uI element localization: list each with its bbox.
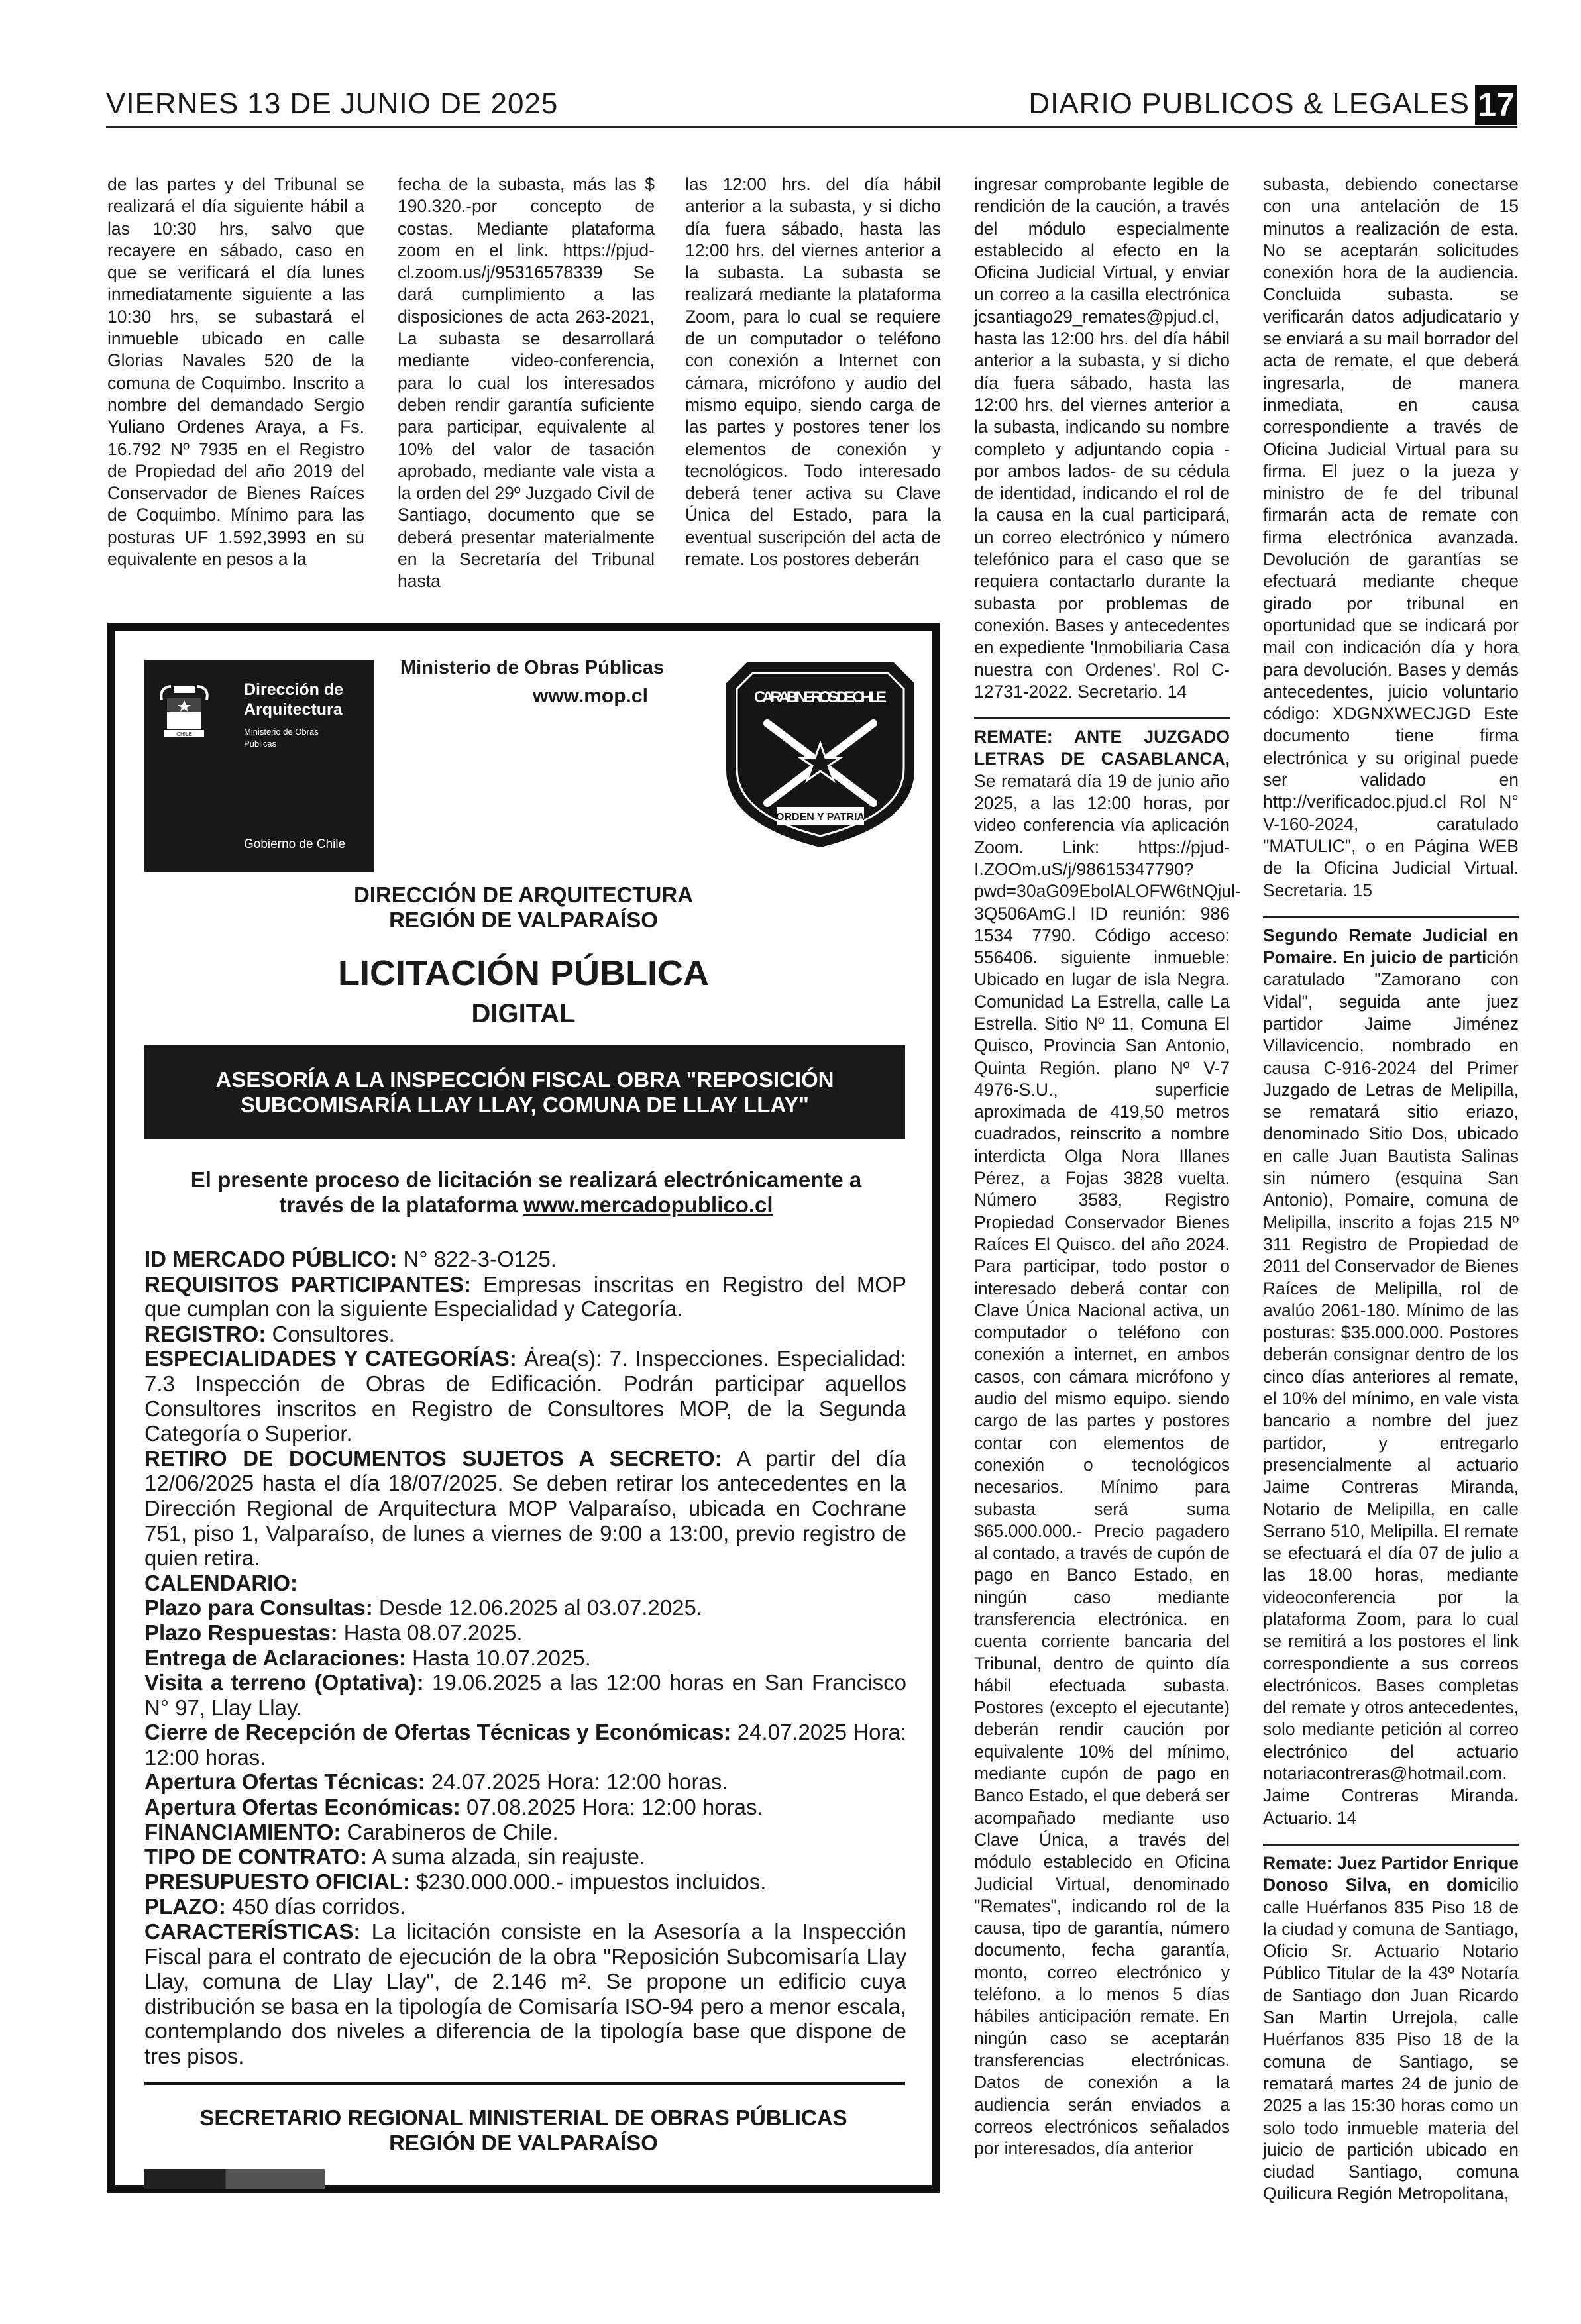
svg-text:CHILE: CHILE — [176, 731, 192, 737]
detail-item: PRESUPUESTO OFICIAL: $230.000.000.- impuestos incluidos. — [144, 1869, 767, 1894]
column-1 — [107, 174, 364, 570]
notice-lead: REMATE: ANTE JUZGADO LETRAS DE CASABLANCA, — [974, 727, 1230, 769]
column-4 — [974, 174, 1241, 2160]
detail-item: ESPECIALIDADES Y CATEGORÍAS: Área(s): 7. Inspecciones. Especialidad: 7.3 Inspección de Obras de Edificación. Podrán participar aquellos Consultores inscritos en Registro de Consultores MOP, de la Segunda Categoría o Superior. — [144, 1346, 906, 1446]
footer-rule — [144, 2082, 905, 2085]
notice-divider — [1263, 1844, 1519, 1846]
notice-text: las 12:00 hrs. del día hábil anterior a la subasta, y si dicho día fuera sábado, hasta las 12:00 hrs. del viernes anterior a la subasta. La subasta se realizará mediante la plataforma Zoom, para lo cual se requiere de un computador o teléfono con conexión a Internet con cámara, micrófono y audio del mismo equipo, siendo carga de las partes y postores tener los elementos de conexión y tecnológicos. Todo interesado deberá tener activa su Clave Única del Estado, para la eventual suscripción del acta de remate. Los postores deberán — [685, 174, 941, 570]
logo-subtitle: Ministerio de Obras Públicas — [244, 727, 319, 749]
ministry-url: www.mop.cl — [533, 685, 648, 707]
detail-item: Plazo para Consultas: Desde 12.06.2025 al 03.07.2025. — [144, 1595, 702, 1620]
logo-title: Dirección de Arquitectura — [244, 680, 344, 719]
mercadopublico-link[interactable]: www.mercadopublico.cl — [523, 1192, 773, 1217]
notice-text: subasta, debiendo conectarse con una antelación de 15 minutos a realización de esta. No se aceptarán solicitudes conexión hora de la audiencia. Concluida subasta. se verificarán datos adjudicatario y se enviará a su mail borrador del acta de remate, el que deberá ingresarla, de manera inmediata, en causa correspondiente a través de Oficina Judicial Virtual para su firma. El juez o la jueza y ministro de fe del tribunal firmarán acta de remate con firma electrónica avanzada. Devolución de garantías se efectuará mediante cheque girado por tribunal en oportunidad que se indicará por mail con indicación día y hora para devolución. Bases y demás antecedentes, juicio voluntario código: XDGNXWECJGD Este documento tiene firma electrónica y su original puede ser validado en http://verificadoc.pjud.cl Rol N° V-160-2024, caratulado "MATULIC", o en Página WEB de la Oficina Judicial Virtual. Secretaria. 15 — [1263, 174, 1519, 900]
notice-divider — [1263, 916, 1519, 918]
notice-lead: Remate: Juez Partidor Enrique Donoso Silva, en domi — [1263, 1852, 1519, 1895]
notice-pomaire — [1263, 925, 1519, 1829]
carabineros-shield-icon — [721, 657, 920, 849]
svg-text:CARABINEROS DE CHILE: CARABINEROS DE CHILE — [754, 688, 887, 706]
detail-item: RETIRO DE DOCUMENTOS SUJETOS A SECRETO: A partir del día 12/06/2025 hasta el día 18/07/2025. Se deben retirar los antecedentes en la Dirección Regional de Arquitectura MOP Valparaíso, ubicada en Cochrane 751, piso 1, Valparaíso, de lunes a viernes de 9:00 a 13:00, previo registro de quien retira. — [144, 1446, 906, 1571]
detail-item: FINANCIAMIENTO: Carabineros de Chile. — [144, 1819, 559, 1844]
direction-heading: DIRECCIÓN DE ARQUITECTURA REGIÓN DE VALPARAÍSO — [353, 882, 694, 932]
detail-item: Visita a terreno (Optativa): 19.06.2025 a las 12:00 horas en San Francisco N° 97, Llay Llay. — [144, 1670, 906, 1720]
notice-santiago — [1263, 1852, 1519, 2205]
header-rule — [106, 126, 1517, 128]
column-5 — [1263, 174, 1519, 2205]
chile-coat-of-arms-icon — [158, 680, 211, 739]
decorative-bar — [144, 2169, 325, 2189]
notice-text: fecha de la subasta, más las $ 190.320.-por concepto de costas. Mediante plataforma zoom en el link. https://pjud-cl.zoom.us/j/95316578339 Se dará cumplimiento a las disposiciones de acta 263-2021, La subasta se desarrollará mediante video-conferencia, para lo cual los interesados deben rendir garantía suficiente para participar, equivalente al 10% del valor de tasación aprobado, mediante vale vista a la orden del 29º Juzgado Civil de Santiago, documento que se deberá presentar materialmente en la Secretaría del Tribunal hasta — [398, 174, 655, 592]
column-3 — [685, 174, 941, 570]
detail-item: ID MERCADO PÚBLICO: N° 822-3-O125. — [144, 1247, 557, 1271]
detail-item: Entrega de Aclaraciones: Hasta 10.07.2025. — [144, 1645, 591, 1670]
detail-item: TIPO DE CONTRATO: A suma alzada, sin reajuste. — [144, 1844, 646, 1870]
mop-logo — [144, 660, 374, 872]
tender-advertisement — [107, 623, 940, 2193]
notice-divider — [974, 717, 1230, 719]
notice-lead: Segundo Remate Judicial en Pomaire. En juicio de parti — [1263, 925, 1519, 968]
logo-government: Gobierno de Chile — [244, 837, 346, 851]
detail-item: CALENDARIO: — [144, 1570, 298, 1595]
notice-casablanca — [974, 726, 1241, 2160]
notice-text: ingresar comprobante legible de rendición de la caución, a través del módulo especialmente establecido al efecto en la Oficina Judicial Virtual, y enviar un correo a la casilla electrónica jcsantiago29_remates@pjud.cl, hasta las 12:00 hrs. del día hábil anterior a la subasta, y si dicho día fuera sábado, hasta las 12:00 hrs. del viernes anterior a la subasta, indicando su nombre completo y adjuntando copia -por ambos lados- de su cédula de identidad, indicando el rol de la causa en la cual participará, un correo electrónico y número telefónico para el caso que se requiera contactarlo durante la subasta por problemas de conexión. Bases y antecedentes en expediente 'Inmobiliaria Casa nuestra con Ordenes'. Rol C-12731-2022. Secretario. 14 — [974, 174, 1230, 702]
detail-item: CARACTERÍSTICAS: La licitación consiste en la Asesoría a la Inspección Fiscal para el contrato de ejecución de la obra "Reposición Subcomisaría Llay Llay, comuna de Llay Llay", de 2.146 m². Se propone un edificio cuya distribución se basa en la tipología de Comisaría ISO-94 pero a menor escala, contemplando dos niveles a diferencia de la tipología base que dispone de tres pisos. — [144, 1919, 906, 2068]
publication-name: DIARIO PUBLICOS & LEGALES — [1028, 87, 1470, 120]
ministry-name: Ministerio de Obras Públicas — [400, 657, 665, 678]
detail-item: Apertura Ofertas Económicas: 07.08.2025 Hora: 12:00 horas. — [144, 1795, 763, 1820]
issue-date: VIERNES 13 DE JUNIO DE 2025 — [106, 87, 559, 120]
notice-text: Se rematará día 19 de junio año 2025, a las 12:00 horas, por video conferencia vía aplicación Zoom. Link: https://pjud-I.ZOOm.uS/j/98615347790?pwd=30aG09EbolALOFW6tNQjul-3Q506AmG.l ID reunión: 986 1534 7790. Código acceso: 556406. siguiente inmueble: Ubicado en lugar de isla Negra. Comunidad La Estrella, calle La Estrella. Sitio Nº 11, Comuna El Quisco, Provincia San Antonio, Quinta Región. plano Nº V-7 4976-S.U., superficie aproximada de 419,50 metros cuadrados, reinscrito a nombre interdicta Olga Nora Illanes Pérez, a Fojas 3828 vuelta. Número 3583, Registro Propiedad Conservador Bienes Raíces El Quisco. del año 2024. Para participar, todo postor o interesado deberá contar con Clave Única Nacional activa, un computador o teléfono con conexión a internet, en ambos casos, con cámara micrófono y audio del mismo equipo. siendo cargo de las partes y postores contar con elementos de conexión o tecnológicos necesarios. Mínimo para subasta será suma $65.000.000.- Precio pagadero al contado, a través de cupón de pago en Banco Estado, en ningún caso mediante transferencia electrónica. en cuenta corriente bancaria del Tribunal, dentro de quinto día hábil efectuada subasta. Postores (excepto el ejecutante) deberán rendir caución por equivalente 10% del mínimo, mediante cupón de pago en Banco Estado, el que deberá ser acompañado mediante uso Clave Única, a través del módulo establecido en Oficina Judicial Virtual, denominado "Remates", indicando rol de la causa, tipo de garantía, número documento, fecha garantía, monto, correo electrónico y teléfono. a lo menos 5 días hábiles anticipación remate. En ningún caso se aceptarán transferencias electrónicas. Datos de conexión a la audiencia serán enviados a correos electrónicos señalados por interesados, día anterior — [974, 770, 1241, 2159]
detail-item: REQUISITOS PARTICIPANTES: Empresas inscritas en Registro del MOP que cumplan con la siguiente Especialidad y Categoría. — [144, 1271, 906, 1322]
tender-details — [144, 1247, 906, 2069]
tender-title: LICITACIÓN PÚBLICA — [338, 953, 709, 993]
detail-item: PLAZO: 450 días corridos. — [144, 1894, 406, 1919]
project-title-band: ASESORÍA A LA INSPECCIÓN FISCAL OBRA "REPOSICIÓN SUBCOMISARÍA LLAY LLAY, COMUNA DE LLAY LLAY" — [144, 1045, 905, 1139]
tender-intro: El presente proceso de licitación se realizará electrónicamente a través de la plataforma www.mercadopublico.cl — [190, 1167, 862, 1217]
notice-text: cilio calle Huérfanos 835 Piso 18 de la ciudad y comuna de Santiago, Oficio Sr. Actuario Notario Público Titular de la 43º Notaría de Santiago don Juan Ricardo San Martin Urrejola, calle Huérfanos 835 Piso 18 de la comuna de Santiago, se rematará martes 24 de junio de 2025 a las 15:30 horas como un solo todo inmueble materia del juicio de partición ubicado en ciudad Santiago, comuna Quilicura Región Metropolitana, — [1263, 1875, 1519, 2204]
secretary-signature: SECRETARIO REGIONAL MINISTERIAL DE OBRAS PÚBLICAS REGIÓN DE VALPARAÍSO — [199, 2105, 847, 2155]
page-header — [106, 85, 1517, 126]
svg-text:ORDEN Y PATRIA: ORDEN Y PATRIA — [776, 812, 865, 823]
detail-item: Apertura Ofertas Técnicas: 24.07.2025 Hora: 12:00 horas. — [144, 1769, 728, 1795]
notice-text: de las partes y del Tribunal se realizará el día siguiente hábil a las 10:30 hrs, salvo que recayere en sábado, caso en que se verificará el día lunes inmediatamente siguiente a las 10:30 hrs, se subastará el inmueble ubicado en calle Glorias Navales 520 de la comuna de Coquimbo. Inscrito a nombre del demandado Sergio Yuliano Ordenes Araya, a Fs. 16.792 Nº 7935 en el Registro de Propiedad del año 2019 del Conservador de Bienes Raíces de Coquimbo. Mínimo para las posturas UF 1.592,3993 en su equivalente en pesos a la — [107, 174, 364, 570]
detail-item: Cierre de Recepción de Ofertas Técnicas y Económicas: 24.07.2025 Hora: 12:00 horas. — [144, 1720, 906, 1769]
column-2 — [398, 174, 655, 593]
tender-subtitle: DIGITAL — [471, 999, 576, 1028]
detail-item: Plazo Respuestas: Hasta 08.07.2025. — [144, 1620, 523, 1645]
notice-text: ción caratulado "Zamorano con Vidal", seguida ante juez partidor Jaime Jiménez Villavicencio, nombrado en causa C-916-2024 del Primer Juzgado de Letras de Melipilla, se rematará sitio eriazo, denominado Sitio Dos, ubicado en calle Juan Bautista Salinas sin número (esquina San Antonio), Pomaire, comuna de Melipilla, inscrito a fojas 215 Nº 311 Registro de Propiedad de 2011 del Conservador de Bienes Raíces de Melipilla, rol de avalúo 2061-180. Mínimo de las posturas: $35.000.000. Postores deberán consignar dentro de los cinco días anteriores al remate, el 10% del mínimo, en vale vista bancario a nombre del juez partidor, y entregarlo presencialmente al actuario Jaime Contreras Miranda, Notario de Melipilla, en calle Serrano 510, Melipilla. El remate se efectuará el día 07 de julio a las 18.00 horas, mediante videoconferencia por la plataforma Zoom, para lo cual se remitirá a los postores el link correspondiente a sus correos electrónicos. Bases completas del remate y otros antecedentes, solo mediante petición al correo electrónico del actuario notariacontreras@hotmail.com. Jaime Contreras Miranda. Actuario. 14 — [1263, 947, 1519, 1828]
detail-item: REGISTRO: Consultores. — [144, 1321, 395, 1346]
page-number: 17 — [1475, 85, 1517, 125]
